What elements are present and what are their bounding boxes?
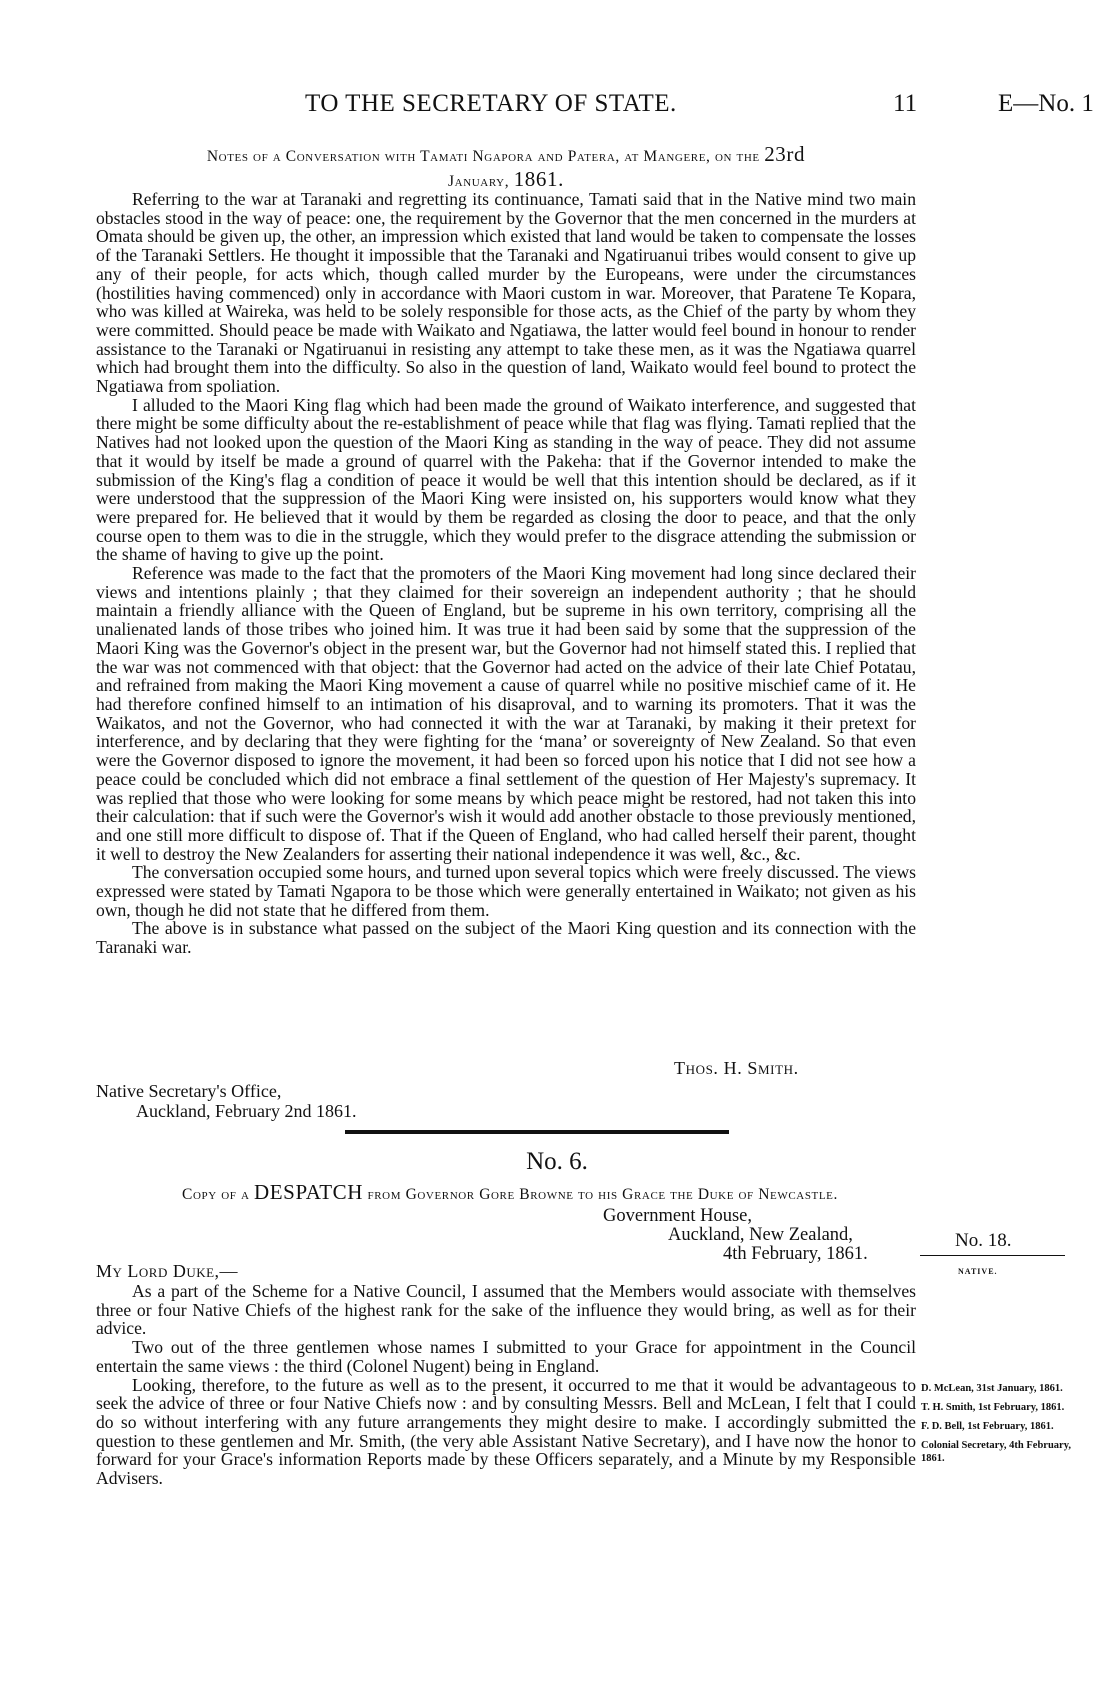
margin-note: D. McLean, 31st January, 1861.	[921, 1383, 1063, 1394]
page-number: 11	[893, 90, 918, 117]
address-line2: Auckland, New Zealand,	[668, 1225, 853, 1245]
despatch-body	[96, 1282, 916, 1488]
office-line1: Native Secretary's Office,	[96, 1081, 282, 1101]
address-line3: 4th February, 1861.	[723, 1244, 868, 1264]
salutation: My Lord Duke,—	[96, 1261, 239, 1281]
notes-paragraph: Referring to the war at Taranaki and regretting its continuance, Tamati said that in the Native mind two main obstacles stood in the way of peace: one, the requirement by the Governor that the men concerned in the murders at Omata should be given up, the other, an impression which existed that land would be taken to compensate the losses of the Taranaki Settlers. He thought it impossible that the Taranaki and Ngatiruanui tribes would consent to give up any of their people, for acts which, though called murder by the Europeans, were under the circumstances (hostilities having commenced) only in accordance with Maori custom in war. Moreover, that Paratene Te Kopara, who was killed at Waireka, was held to be solely responsible for those acts, as the Chief of the party by whom they were committed. Should peace be made with Waikato and Ngatiawa, the latter would feel bound in honour to render assistance to the Taranaki or Ngatiruanui in resisting any attempt to take these men, as it was the Ngatiawa quarrel which had brought them into the difficulty. So also in the question of land, Waikato would feel bound to protect the Ngatiawa from spoliation.	[96, 189, 916, 397]
office-address	[96, 1081, 356, 1121]
running-head-title: TO THE SECRETARY OF STATE.	[305, 90, 677, 117]
margin-native-label: NATIVE.	[958, 1267, 998, 1276]
despatch-paragraph: Looking, therefore, to the future as well as to the present, it occurred to me that it would be advantageous to seek the advice of three or four Native Chiefs now : and by consulting Messrs. Bell and McLean, I felt that I could do so without interfering with any future arrangements they might desire to make. I accordingly submitted the question to these gentlemen and Mr. Smith, (the very able Assistant Native Secretary), and I have now the honor to forward for your Grace's information Reports made by these Officers separately, and a Minute by my Responsible Advisers.	[96, 1374, 916, 1489]
margin-note: Colonial Secretary, 4th February, 1861.	[921, 1440, 1071, 1464]
running-head	[0, 90, 1114, 130]
notes-heading	[96, 143, 916, 193]
margin-notes	[921, 1382, 1081, 1471]
despatch-number: No. 6.	[526, 1148, 588, 1175]
notes-heading-line2: January, 1861.	[448, 167, 564, 191]
margin-note: T. H. Smith, 1st February, 1861.	[921, 1402, 1065, 1413]
despatch-address	[603, 1207, 868, 1264]
margin-despatch-number: No. 18.	[955, 1230, 1012, 1251]
notes-paragraph: I alluded to the Maori King flag which had been made the ground of Waikato interference, and suggested that there might be some difficulty about the re-establishment of peace while that flag was flying. Tamati replied that the Natives had not looked upon the question of the Maori King as standing in the way of peace. They did not assume that it would by itself be made a ground of quarrel with the Pakeha: that if the Governor intended to make the submission of the King's flag a condition of peace it would be well that this intention should be declared, as if it were understood that the suppression of the Maori King were insisted on, his supporters would know what they were prepared for. He believed that it would by them be regarded as closing the door to peace, and that the only course open to them was to die in the struggle, which they would prefer to the disgrace attending the submission or the shame of having to give up the point.	[96, 394, 916, 565]
section-divider	[345, 1130, 729, 1134]
despatch-paragraph: Two out of the three gentlemen whose names I submitted to your Grace for appointment in the Council entertain the same views : the third (Colonel Nugent) being in England.	[96, 1337, 916, 1376]
office-line2: Auckland, February 2nd 1861.	[136, 1101, 357, 1121]
address-line1: Government House,	[603, 1206, 752, 1226]
notes-paragraph: The conversation occupied some hours, and turned upon several topics which were freely discussed. The views expressed were stated by Tamati Ngapora to be those which were generally entertained in Waikato; not given as his own, though he did not state that he differed from them.	[96, 862, 916, 920]
notes-heading-line1: Notes of a Conversation with Tamati Ngapora and Patera, at Mangere, on the 23rd	[206, 142, 806, 166]
signature: Thos. H. Smith.	[674, 1058, 799, 1078]
despatch-heading: Copy of a DESPATCH from Governor Gore Browne to his Grace the Duke of Newcastle.	[182, 1180, 838, 1204]
series-number: E—No. 1	[998, 90, 1094, 117]
margin-rule	[920, 1255, 1065, 1256]
notes-body	[96, 190, 916, 957]
notes-paragraph: Reference was made to the fact that the promoters of the Maori King movement had long since declared their views and intentions plainly ; that they claimed for their sovereign an independent authority ; that he should maintain a friendly alliance with the Queen of England, but be supreme in his own territory, comprising all the unalienated lands of those tribes who joined him. It was true it had been said by some that the suppression of the Maori King was the Governor's object in the present war, but the Governor had not himself stated this. I replied that the war was not commenced with that object: that the Governor had acted on the advice of their late Chief Potatau, and refrained from making the Maori King movement a cause of quarrel while no positive mischief came of it. He had therefore confined himself to an intimation of his disaproval, and to warning its promoters. That it was the Waikatos, and not the Governor, who had connected it with the war at Taranaki, by making it their pretext for interference, and by declaring that they were fighting for the ‘mana’ or sovereignty of New Zealand. So that even were the Governor disposed to ignore the movement, it had been so forced upon his notice that I did not see how a peace could be concluded which did not embrace a final settlement of the question of Her Majesty's supremacy. It was replied that those who were looking for some means by which peace might be restored, had not taken this into their calculation: that if such were the Governor's wish it would add another obstacle to those previously mentioned, and one still more difficult to dispose of. That if the Queen of England, who had called herself their parent, thought it well to destroy the New Zealanders for asserting their national independence it was well, &c., &c.	[96, 563, 916, 864]
despatch-paragraph: As a part of the Scheme for a Native Council, I assumed that the Members would associate with themselves three or four Native Chiefs of the highest rank for the sake of the influence they would bring, as well as for their advice.	[96, 1281, 916, 1339]
notes-paragraph: The above is in substance what passed on the subject of the Maori King question and its connection with the Taranaki war.	[96, 918, 916, 958]
margin-note: F. D. Bell, 1st February, 1861.	[921, 1421, 1054, 1432]
